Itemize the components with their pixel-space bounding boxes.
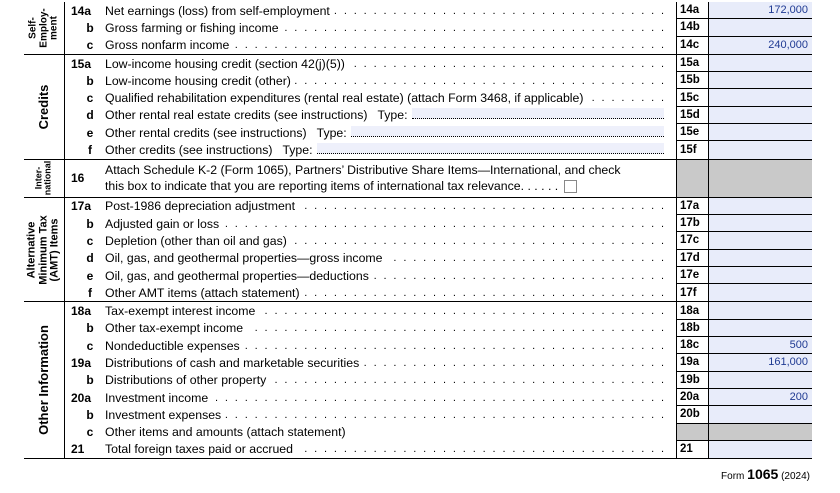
section-rows [65,55,812,159]
line-code: 17d [676,250,708,267]
line-number: d [86,108,94,123]
footer-year: (2024) [781,471,810,482]
form-footer [721,466,810,482]
line-description [105,406,676,423]
section-label-text: Credits [36,84,52,130]
line-description [105,320,676,337]
line-code: 17b [676,215,708,232]
form-line [65,284,812,301]
amount-field[interactable] [708,198,812,215]
form-line [65,354,812,371]
form-section [24,2,812,55]
line-number: c [86,38,94,53]
section-rows [65,2,812,54]
line-code: 14b [676,19,708,36]
type-label: Type: [377,108,408,123]
line-code: 15f [676,141,708,158]
description-text: Nondeductible expenses [105,339,244,353]
amount-field[interactable] [708,284,812,301]
line-description [105,124,676,141]
amount-field[interactable]: 172,000 [708,2,812,19]
description-text: Tax-exempt interest income [105,304,259,318]
line-description [105,267,676,284]
form-line [65,198,812,215]
section-label [24,160,65,197]
amount-field[interactable] [708,302,812,319]
footer-prefix: Form [721,471,745,482]
description-line-2 [105,179,668,195]
form-section [24,198,812,303]
description-text: Distributions of other property [105,373,270,387]
description-text: Oil, gas, and geothermal properties—gross income [105,251,387,265]
form-section [24,160,812,198]
description-text: Other tax-exempt income [105,321,247,335]
line-code: 18c [676,337,708,354]
form-line [65,424,812,441]
line-code: 19a [676,354,708,371]
amount-field[interactable] [708,441,812,458]
type-input[interactable] [412,108,664,119]
section-label [24,198,65,302]
line-code [676,160,708,197]
amount-field[interactable]: 161,000 [708,354,812,371]
line-number: c [86,233,94,248]
form-line [65,89,812,106]
line-number: b [86,216,94,231]
description-text: Low-income housing credit (section 42(j)(5)) [105,57,349,71]
line-code: 15b [676,72,708,89]
description-text: Total foreign taxes paid or accrued [105,442,297,456]
section-label-text: Self- Employ- ment [27,8,60,48]
amount-field[interactable] [708,124,812,141]
line-code: 17a [676,198,708,215]
form-line [65,250,812,267]
description-text: Depletion (other than oil and gas) [105,234,291,248]
description-text: Gross nonfarm income [105,38,233,52]
line-description [105,215,676,232]
amount-field[interactable] [708,372,812,389]
line-number: b [86,373,94,388]
form-line [65,55,812,72]
line-description [105,250,676,267]
description-line-1: Attach Schedule K-2 (Form 1065), Partners’ Distributive Share Items—International, and check [105,162,621,177]
line-description [105,198,676,215]
amount-field[interactable] [708,406,812,423]
form-line [65,124,812,141]
amount-field[interactable]: 240,000 [708,37,812,54]
line-description [105,2,676,19]
line-code: 17f [676,284,708,301]
type-label: Type: [316,125,347,140]
form-line [65,302,812,319]
line-number: 15a [71,56,92,71]
description-text: this box to indicate that you are reporting items of international tax relevance [105,178,521,193]
line-number: b [86,73,94,88]
description-text: Net earnings (loss) from self-employment [105,4,334,18]
line-number: b [86,321,94,336]
line-number: e [86,268,94,283]
line-code: 15d [676,107,708,124]
form-line [65,389,812,406]
line-code: 15e [676,124,708,141]
schedule-k-form [24,2,812,459]
line-description [105,141,676,158]
form-line [65,107,812,124]
line-code: 18b [676,320,708,337]
amount-field[interactable] [708,89,812,106]
form-line [65,232,812,249]
section-rows [65,198,812,302]
line-description [105,337,676,354]
section-rows [65,160,812,197]
description-text: Other rental real estate credits (see instructions) [105,108,371,122]
description-text: Other credits (see instructions) [105,143,276,157]
amount-field[interactable] [708,232,812,249]
description-text: Other AMT items (attach statement) [105,286,304,300]
form-line [65,372,812,389]
amount-field[interactable]: 500 [708,337,812,354]
form-section [24,55,812,160]
line-code: 20a [676,389,708,406]
line-description [105,354,676,371]
amount-field[interactable] [708,19,812,36]
line-number: c [86,91,94,106]
form-line [65,2,812,19]
form-line [65,19,812,36]
form-line [65,215,812,232]
description-text: Oil, gas, and geothermal properties—deductions [105,269,373,283]
footer-form-number: 1065 [747,466,779,482]
line-description [105,107,676,124]
line-number: e [86,125,94,140]
amount-field[interactable] [708,215,812,232]
form-line [65,141,812,158]
international-checkbox[interactable] [564,180,577,193]
section-label [24,302,65,458]
amount-field[interactable] [708,107,812,124]
description-text: Investment income [105,391,212,405]
section-rows [65,302,812,458]
description-text: Post-1986 depreciation adjustment [105,199,299,213]
line-description [105,441,676,458]
line-description [105,55,676,72]
type-input[interactable] [317,143,664,154]
amount-field [708,424,812,441]
description-text: Investment expenses [105,408,225,422]
line-number: b [86,20,94,35]
section-label-text: Inter- national [33,160,53,196]
line-description [105,284,676,301]
description-text: Adjusted gain or loss [105,217,223,231]
form-line [65,320,812,337]
form-line [65,160,812,197]
line-code: 19b [676,372,708,389]
line-number: b [86,407,94,422]
description-text: Low-income housing credit (other) [105,74,295,88]
line-code: 14c [676,37,708,54]
line-description [105,389,676,406]
line-number: f [88,285,92,300]
line-number: f [88,143,92,158]
line-code: 15c [676,89,708,106]
line-description [105,37,676,54]
line-number: 16 [71,171,85,186]
description-text: Other items and amounts (attach statement) [105,425,350,439]
amount-field[interactable] [708,72,812,89]
form-line [65,37,812,54]
line-description [105,232,676,249]
line-description [105,89,676,106]
line-description [105,372,676,389]
line-code: 15a [676,55,708,72]
line-code: 17e [676,267,708,284]
description-text: Other rental credits (see instructions) [105,126,311,140]
line-code: 20b [676,406,708,423]
section-label [24,2,65,54]
line-description [105,19,676,36]
amount-field[interactable] [708,141,812,158]
amount-field[interactable] [708,55,812,72]
line-description [105,72,676,89]
line-code: 21 [676,441,708,458]
line-number: 21 [71,442,85,457]
amount-field [708,160,812,197]
line-code [676,424,708,441]
line-number: 20a [71,390,92,405]
line-description [105,424,676,441]
line-number: c [86,338,94,353]
line-code: 14a [676,2,708,19]
line-code: 17c [676,232,708,249]
line-number: d [86,251,94,266]
line-number: 14a [71,3,92,18]
amount-field[interactable] [708,267,812,284]
line-code: 18a [676,302,708,319]
form-section [24,302,812,459]
description-text: Distributions of cash and marketable securities [105,356,363,370]
section-label-text: Other Information [36,325,52,436]
amount-field[interactable] [708,250,812,267]
description-text: Gross farming or fishing income [105,21,283,35]
form-line [65,406,812,423]
line-number: 19a [71,355,92,370]
amount-field[interactable] [708,320,812,337]
line-number: c [86,425,94,440]
section-label [24,55,65,159]
line-number: 18a [71,304,92,319]
line-description [105,302,676,319]
type-input[interactable] [351,126,664,137]
section-label-text: Alternative Minimum Tax (AMT) Items [25,214,61,285]
leader-dots: . . . . . . [520,178,559,193]
line-number: 17a [71,199,92,214]
line-description [105,160,676,197]
form-line [65,72,812,89]
amount-field[interactable]: 200 [708,389,812,406]
form-line [65,337,812,354]
description-text: Qualified rehabilitation expenditures (rental real estate) (attach Form 3468, if applicable) [105,91,587,105]
form-line [65,267,812,284]
type-label: Type: [282,143,313,158]
form-line [65,441,812,458]
